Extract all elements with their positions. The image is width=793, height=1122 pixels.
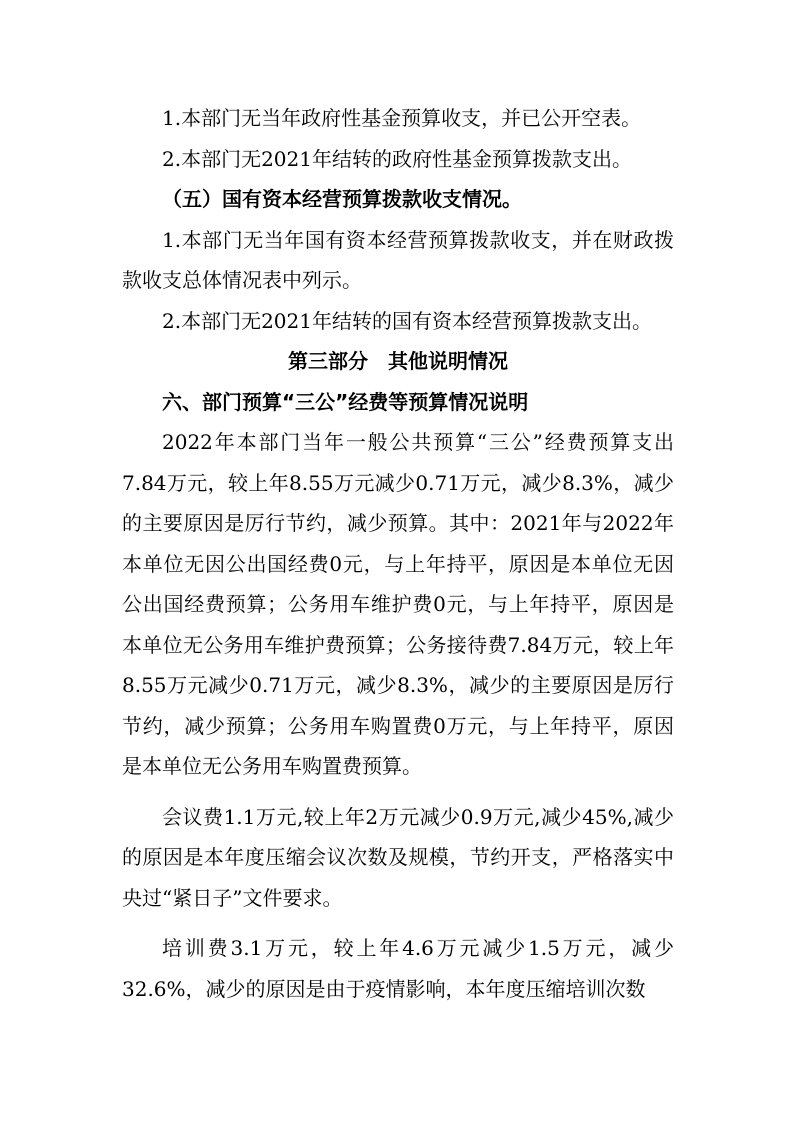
document-body	[122, 98, 674, 1009]
paragraph-gov-fund-2: 2.本部门无2021年结转的政府性基金预算拨款支出。	[162, 146, 632, 171]
paragraph-training-fees: 培训费3.1万元，较上年4.6万元减少1.5万元，减少32.6%，减少的原因是由于疫情影响，本年度压缩培训次数	[122, 936, 674, 1001]
paragraph-state-capital-1: 1.本部门无当年国有资本经营预算拨款收支，并在财政拨款收支总体情况表中列示。	[122, 227, 674, 292]
section-heading-three-public: 六、部门预算“三公”经费等预算情况说明	[162, 389, 529, 414]
paragraph-meeting-fees: 会议费1.1万元,较上年2万元减少0.9万元,减少45%,减少的原因是本年度压缩会议次数及规模，节约开支，严格落实中央过“紧日子”文件要求。	[122, 804, 674, 910]
section-heading-state-capital: （五）国有资本经营预算拨款收支情况。	[162, 187, 522, 211]
paragraph-three-public-expenses: 2022年本部门当年一般公共预算“三公”经费预算支出7.84万元，较上年8.55万元减少0.71万元，减少8.3%，减少的主要原因是厉行节约，减少预算。其中：2021年与2022年本单位无因公出国经费0元，与上年持平，原因是本单位无因公出国经费预算；公务用车维护费0元，与上年持平，原因是本单位无公务用车维护费预算；公务接待费7.84万元，较上年8.55万元减少0.71万元，减少8.3%，减少的主要原因是厉行节约，减少预算；公务用车购置费0万元，与上年持平，原因是本单位无公务用车购置费预算。	[122, 430, 674, 778]
paragraph-gov-fund-1: 1.本部门无当年政府性基金预算收支，并已公开空表。	[162, 106, 642, 130]
paragraph-state-capital-2: 2.本部门无2021年结转的国有资本经营预算拨款支出。	[162, 308, 652, 333]
part-three-heading: 第三部分 其他说明情况	[288, 349, 508, 373]
